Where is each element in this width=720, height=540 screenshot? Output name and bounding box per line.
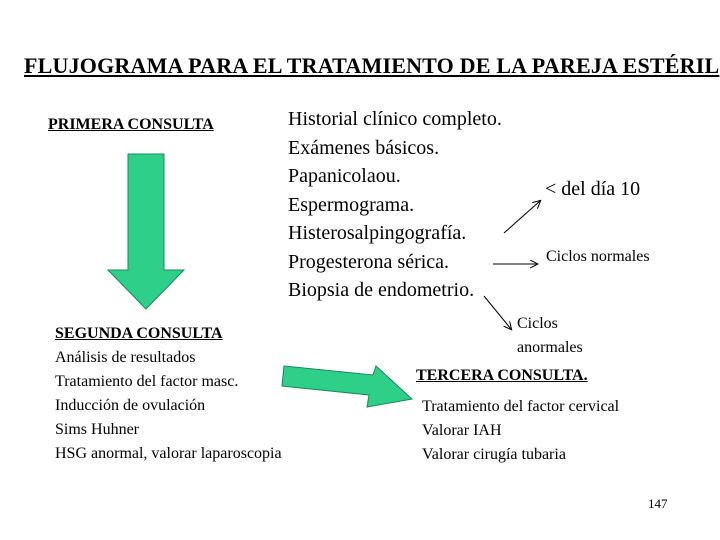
study-item: Espermograma.: [288, 193, 415, 216]
down-arrow-to-second-visit: [108, 154, 184, 309]
second-visit-block: [55, 322, 282, 466]
third-visit-block: [422, 395, 619, 467]
study-item: Biopsia de endometrio.: [288, 279, 475, 301]
second-visit-item: HSG anormal, valorar laparoscopia: [55, 445, 282, 462]
third-visit-heading: TERCERA CONSULTA.: [416, 367, 588, 384]
study-item: Progesterona sérica.: [288, 250, 450, 273]
study-item: Papanicolaou.: [288, 165, 401, 187]
page-number: 147: [648, 496, 668, 511]
right-arrow-to-third-visit: [282, 366, 412, 407]
abnormal-cycles-line-1: Ciclos: [517, 315, 558, 332]
before-day-10-label: < del día 10: [545, 178, 641, 200]
abnormal-cycles-label: [517, 312, 583, 360]
page-title: FLUJOGRAMA PARA EL TRATAMIENTO DE LA PAREJA ESTÉRIL: [24, 53, 720, 78]
connector-to-day10: [504, 201, 540, 233]
second-visit-item: Inducción de ovulación: [55, 397, 206, 414]
third-visit-item: Valorar cirugía tubaria: [422, 446, 566, 463]
first-visit-studies: [288, 105, 502, 305]
normal-cycles-label: Ciclos normales: [546, 248, 650, 265]
second-visit-item: Análisis de resultados: [55, 349, 196, 366]
second-visit-heading: SEGUNDA CONSULTA: [55, 325, 223, 342]
abnormal-cycles-line-2: anormales: [517, 339, 583, 356]
study-item: Exámenes básicos.: [288, 136, 440, 159]
study-item: Histerosalpingografía.: [288, 222, 467, 244]
first-visit-heading: PRIMERA CONSULTA: [48, 116, 214, 133]
third-visit-item: Valorar IAH: [422, 422, 502, 439]
study-item: Historial clínico completo.: [288, 108, 502, 130]
third-visit-item: Tratamiento del factor cervical: [422, 398, 620, 415]
second-visit-item: Tratamiento del factor masc.: [55, 373, 239, 390]
second-visit-item: Sims Huhner: [55, 421, 139, 438]
